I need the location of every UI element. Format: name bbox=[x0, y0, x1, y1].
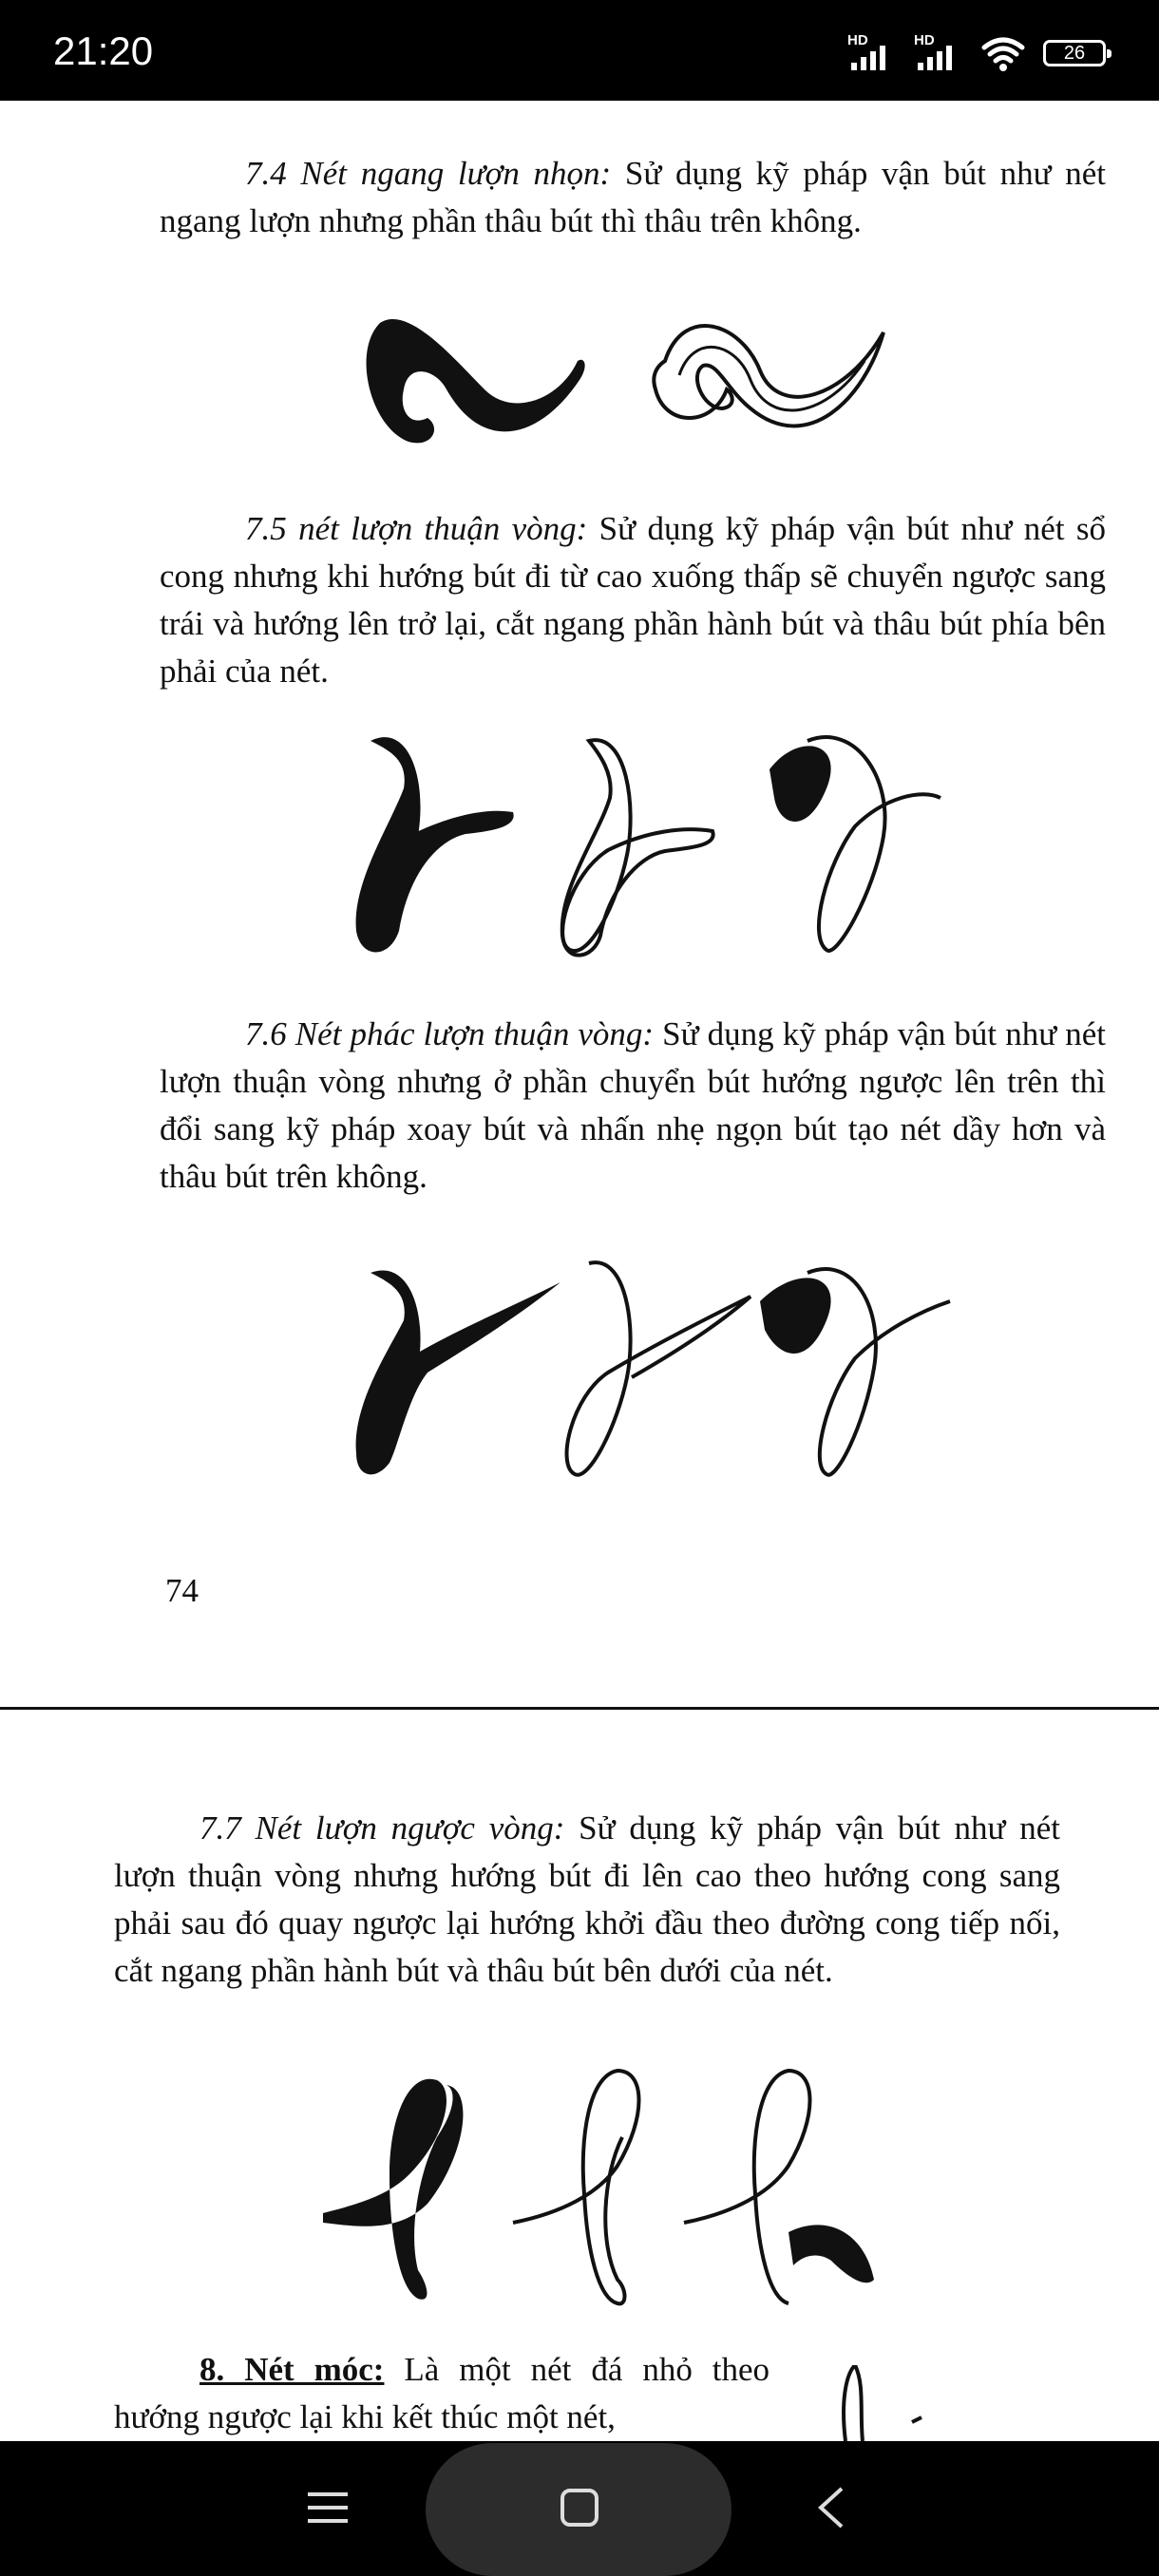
page-divider bbox=[0, 1707, 1159, 1710]
back-icon[interactable] bbox=[788, 2470, 874, 2546]
status-bar bbox=[0, 0, 1159, 101]
stroke-illustration-7-6 bbox=[352, 1254, 960, 1491]
wifi-icon bbox=[980, 34, 1026, 72]
section-7-6 bbox=[160, 1011, 1106, 1201]
hook-stroke-illustration bbox=[817, 2365, 950, 2441]
stroke-illustration-7-5 bbox=[352, 722, 960, 978]
status-icons bbox=[847, 34, 1106, 72]
section-heading: 7.4 Nét ngang lượn nhọn: bbox=[245, 155, 612, 192]
section-heading: 7.5 nét lượn thuận vòng: bbox=[245, 510, 588, 547]
signal-icon bbox=[914, 34, 963, 72]
network-type-label: HD bbox=[847, 32, 868, 48]
section-heading: 7.7 Nét lượn ngược vòng: bbox=[200, 1809, 565, 1847]
section-heading: 7.6 Nét phác lượn thuận vòng: bbox=[245, 1015, 655, 1052]
stroke-illustration-7-7 bbox=[314, 2061, 922, 2318]
section-text: Sử dụng kỹ pháp vận bút như nét ngang lượn nhưng phần thâu bút thì thâu trên không. bbox=[160, 155, 1106, 239]
home-icon[interactable] bbox=[537, 2470, 622, 2546]
page-number: 74 bbox=[165, 1572, 199, 1609]
stroke-illustration-7-4 bbox=[352, 285, 922, 475]
section-text: Sử dụng kỹ pháp vận bút như nét lượn thuận vòng nhưng hướng bút đi lên cao theo hướng cong sang phải sau đó quay ngược lại hướng khởi đầu theo đường cong tiếp nối, cắt ngang phần hành bút và thâu bút bên dưới của nét. bbox=[114, 1809, 1060, 1989]
clock: 21:20 bbox=[53, 28, 154, 73]
section-7-4 bbox=[160, 150, 1106, 245]
section-8 bbox=[114, 2346, 770, 2441]
signal-icon bbox=[847, 34, 897, 72]
network-type-label: HD bbox=[914, 32, 935, 48]
section-text: Sử dụng kỹ pháp vận bút như nét sổ cong nhưng khi hướng bút đi từ cao xuống thấp sẽ chuyển ngược sang trái và hướng lên trở lại, cắt ngang phần hành bút và thâu bút phía bên phải của nét. bbox=[160, 510, 1107, 690]
section-heading: 8. Nét móc: bbox=[200, 2351, 385, 2388]
section-text: Sử dụng kỹ pháp vận bút như nét lượn thuận vòng nhưng ở phần chuyển bút hướng ngược lên trên thì đổi sang kỹ pháp xoay bút và nhấn nhẹ ngọn bút tạo nét dầy hơn và thâu bút trên không. bbox=[160, 1015, 1106, 1195]
section-7-7 bbox=[114, 1805, 1060, 1995]
battery-icon bbox=[1043, 40, 1106, 66]
section-7-5 bbox=[160, 505, 1106, 695]
menu-icon[interactable] bbox=[285, 2470, 370, 2546]
section-text: Là một nét đá nhỏ theo hướng ngược lại khi kết thúc một nét, bbox=[114, 2351, 770, 2435]
battery-level: 26 bbox=[1063, 43, 1086, 64]
